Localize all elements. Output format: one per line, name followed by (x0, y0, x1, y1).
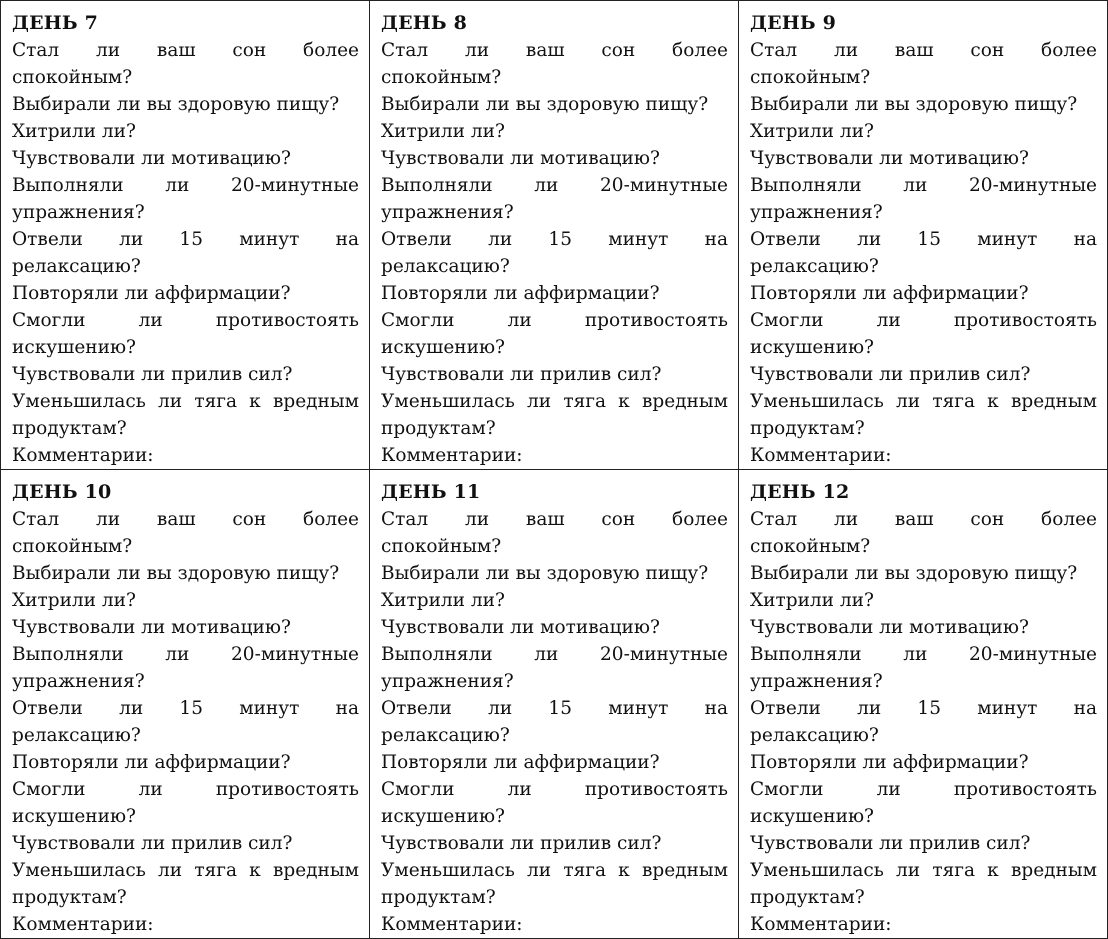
comments-label: Комментарии: (12, 914, 154, 935)
comments-label: Комментарии: (12, 445, 154, 466)
question-motivation: Чувствовали ли мотивацию? (12, 617, 291, 638)
question-motivation: Чувствовали ли мотивацию? (750, 148, 1029, 169)
question-affirmations: Повторяли ли аффирмации? (750, 752, 1029, 773)
question-energy: Чувствовали ли прилив сил? (12, 364, 293, 385)
table-row (1, 1, 1108, 470)
day-cell (1, 470, 370, 939)
day-cell (739, 1, 1108, 470)
question-cravings: Уменьшилась ли тяга к вредным продуктам? (381, 391, 728, 439)
question-healthy-food: Выбирали ли вы здоровую пищу? (750, 563, 1078, 584)
day-cell (739, 470, 1108, 939)
day-title: ДЕНЬ 8 (381, 12, 468, 34)
question-cravings: Уменьшилась ли тяга к вредным продуктам? (12, 391, 359, 439)
question-temptation: Смогли ли противостоять искушению? (381, 779, 728, 827)
day-title: ДЕНЬ 11 (381, 481, 481, 503)
question-healthy-food: Выбирали ли вы здоровую пищу? (381, 563, 709, 584)
question-sleep: Стал ли ваш сон более спокойным? (12, 40, 359, 88)
question-cravings: Уменьшилась ли тяга к вредным продуктам? (750, 860, 1097, 908)
question-sleep: Стал ли ваш сон более спокойным? (381, 509, 728, 557)
day-title: ДЕНЬ 9 (750, 12, 837, 34)
question-cheating: Хитрили ли? (12, 590, 136, 611)
question-affirmations: Повторяли ли аффирмации? (12, 283, 291, 304)
question-relaxation: Отвели ли 15 минут на релаксацию? (750, 229, 1097, 277)
question-sleep: Стал ли ваш сон более спокойным? (750, 509, 1097, 557)
question-relaxation: Отвели ли 15 минут на релаксацию? (750, 698, 1097, 746)
question-sleep: Стал ли ваш сон более спокойным? (381, 40, 728, 88)
question-relaxation: Отвели ли 15 минут на релаксацию? (381, 229, 728, 277)
question-temptation: Смогли ли противостоять искушению? (381, 310, 728, 358)
comments-label: Комментарии: (381, 445, 523, 466)
question-exercise: Выполняли ли 20-минутные упражнения? (12, 175, 359, 223)
question-cheating: Хитрили ли? (750, 590, 874, 611)
question-sleep: Стал ли ваш сон более спокойным? (750, 40, 1097, 88)
table-row (1, 470, 1108, 939)
question-cravings: Уменьшилась ли тяга к вредным продуктам? (381, 860, 728, 908)
question-sleep: Стал ли ваш сон более спокойным? (12, 509, 359, 557)
question-exercise: Выполняли ли 20-минутные упражнения? (750, 644, 1097, 692)
question-affirmations: Повторяли ли аффирмации? (750, 283, 1029, 304)
question-temptation: Смогли ли противостоять искушению? (750, 310, 1097, 358)
question-motivation: Чувствовали ли мотивацию? (381, 617, 660, 638)
question-healthy-food: Выбирали ли вы здоровую пищу? (750, 94, 1078, 115)
question-motivation: Чувствовали ли мотивацию? (381, 148, 660, 169)
question-temptation: Смогли ли противостоять искушению? (12, 310, 359, 358)
question-healthy-food: Выбирали ли вы здоровую пищу? (12, 94, 340, 115)
question-energy: Чувствовали ли прилив сил? (750, 364, 1031, 385)
comments-label: Комментарии: (750, 914, 892, 935)
comments-label: Комментарии: (750, 445, 892, 466)
question-cheating: Хитрили ли? (381, 590, 505, 611)
question-exercise: Выполняли ли 20-минутные упражнения? (12, 644, 359, 692)
question-exercise: Выполняли ли 20-минутные упражнения? (750, 175, 1097, 223)
question-relaxation: Отвели ли 15 минут на релаксацию? (12, 698, 359, 746)
question-relaxation: Отвели ли 15 минут на релаксацию? (12, 229, 359, 277)
question-affirmations: Повторяли ли аффирмации? (381, 752, 660, 773)
question-healthy-food: Выбирали ли вы здоровую пищу? (12, 563, 340, 584)
question-motivation: Чувствовали ли мотивацию? (12, 148, 291, 169)
day-title: ДЕНЬ 10 (12, 481, 112, 503)
question-energy: Чувствовали ли прилив сил? (750, 833, 1031, 854)
question-energy: Чувствовали ли прилив сил? (381, 833, 662, 854)
day-cell (370, 470, 739, 939)
question-affirmations: Повторяли ли аффирмации? (381, 283, 660, 304)
question-cheating: Хитрили ли? (381, 121, 505, 142)
question-relaxation: Отвели ли 15 минут на релаксацию? (381, 698, 728, 746)
day-cell (370, 1, 739, 470)
question-cravings: Уменьшилась ли тяга к вредным продуктам? (12, 860, 359, 908)
question-temptation: Смогли ли противостоять искушению? (750, 779, 1097, 827)
day-title: ДЕНЬ 7 (12, 12, 99, 34)
day-title: ДЕНЬ 12 (750, 481, 850, 503)
question-temptation: Смогли ли противостоять искушению? (12, 779, 359, 827)
question-exercise: Выполняли ли 20-минутные упражнения? (381, 644, 728, 692)
question-motivation: Чувствовали ли мотивацию? (750, 617, 1029, 638)
question-energy: Чувствовали ли прилив сил? (12, 833, 293, 854)
question-energy: Чувствовали ли прилив сил? (381, 364, 662, 385)
day-cell (1, 1, 370, 470)
question-exercise: Выполняли ли 20-минутные упражнения? (381, 175, 728, 223)
question-cravings: Уменьшилась ли тяга к вредным продуктам? (750, 391, 1097, 439)
comments-label: Комментарии: (381, 914, 523, 935)
question-cheating: Хитрили ли? (12, 121, 136, 142)
question-cheating: Хитрили ли? (750, 121, 874, 142)
question-healthy-food: Выбирали ли вы здоровую пищу? (381, 94, 709, 115)
question-affirmations: Повторяли ли аффирмации? (12, 752, 291, 773)
